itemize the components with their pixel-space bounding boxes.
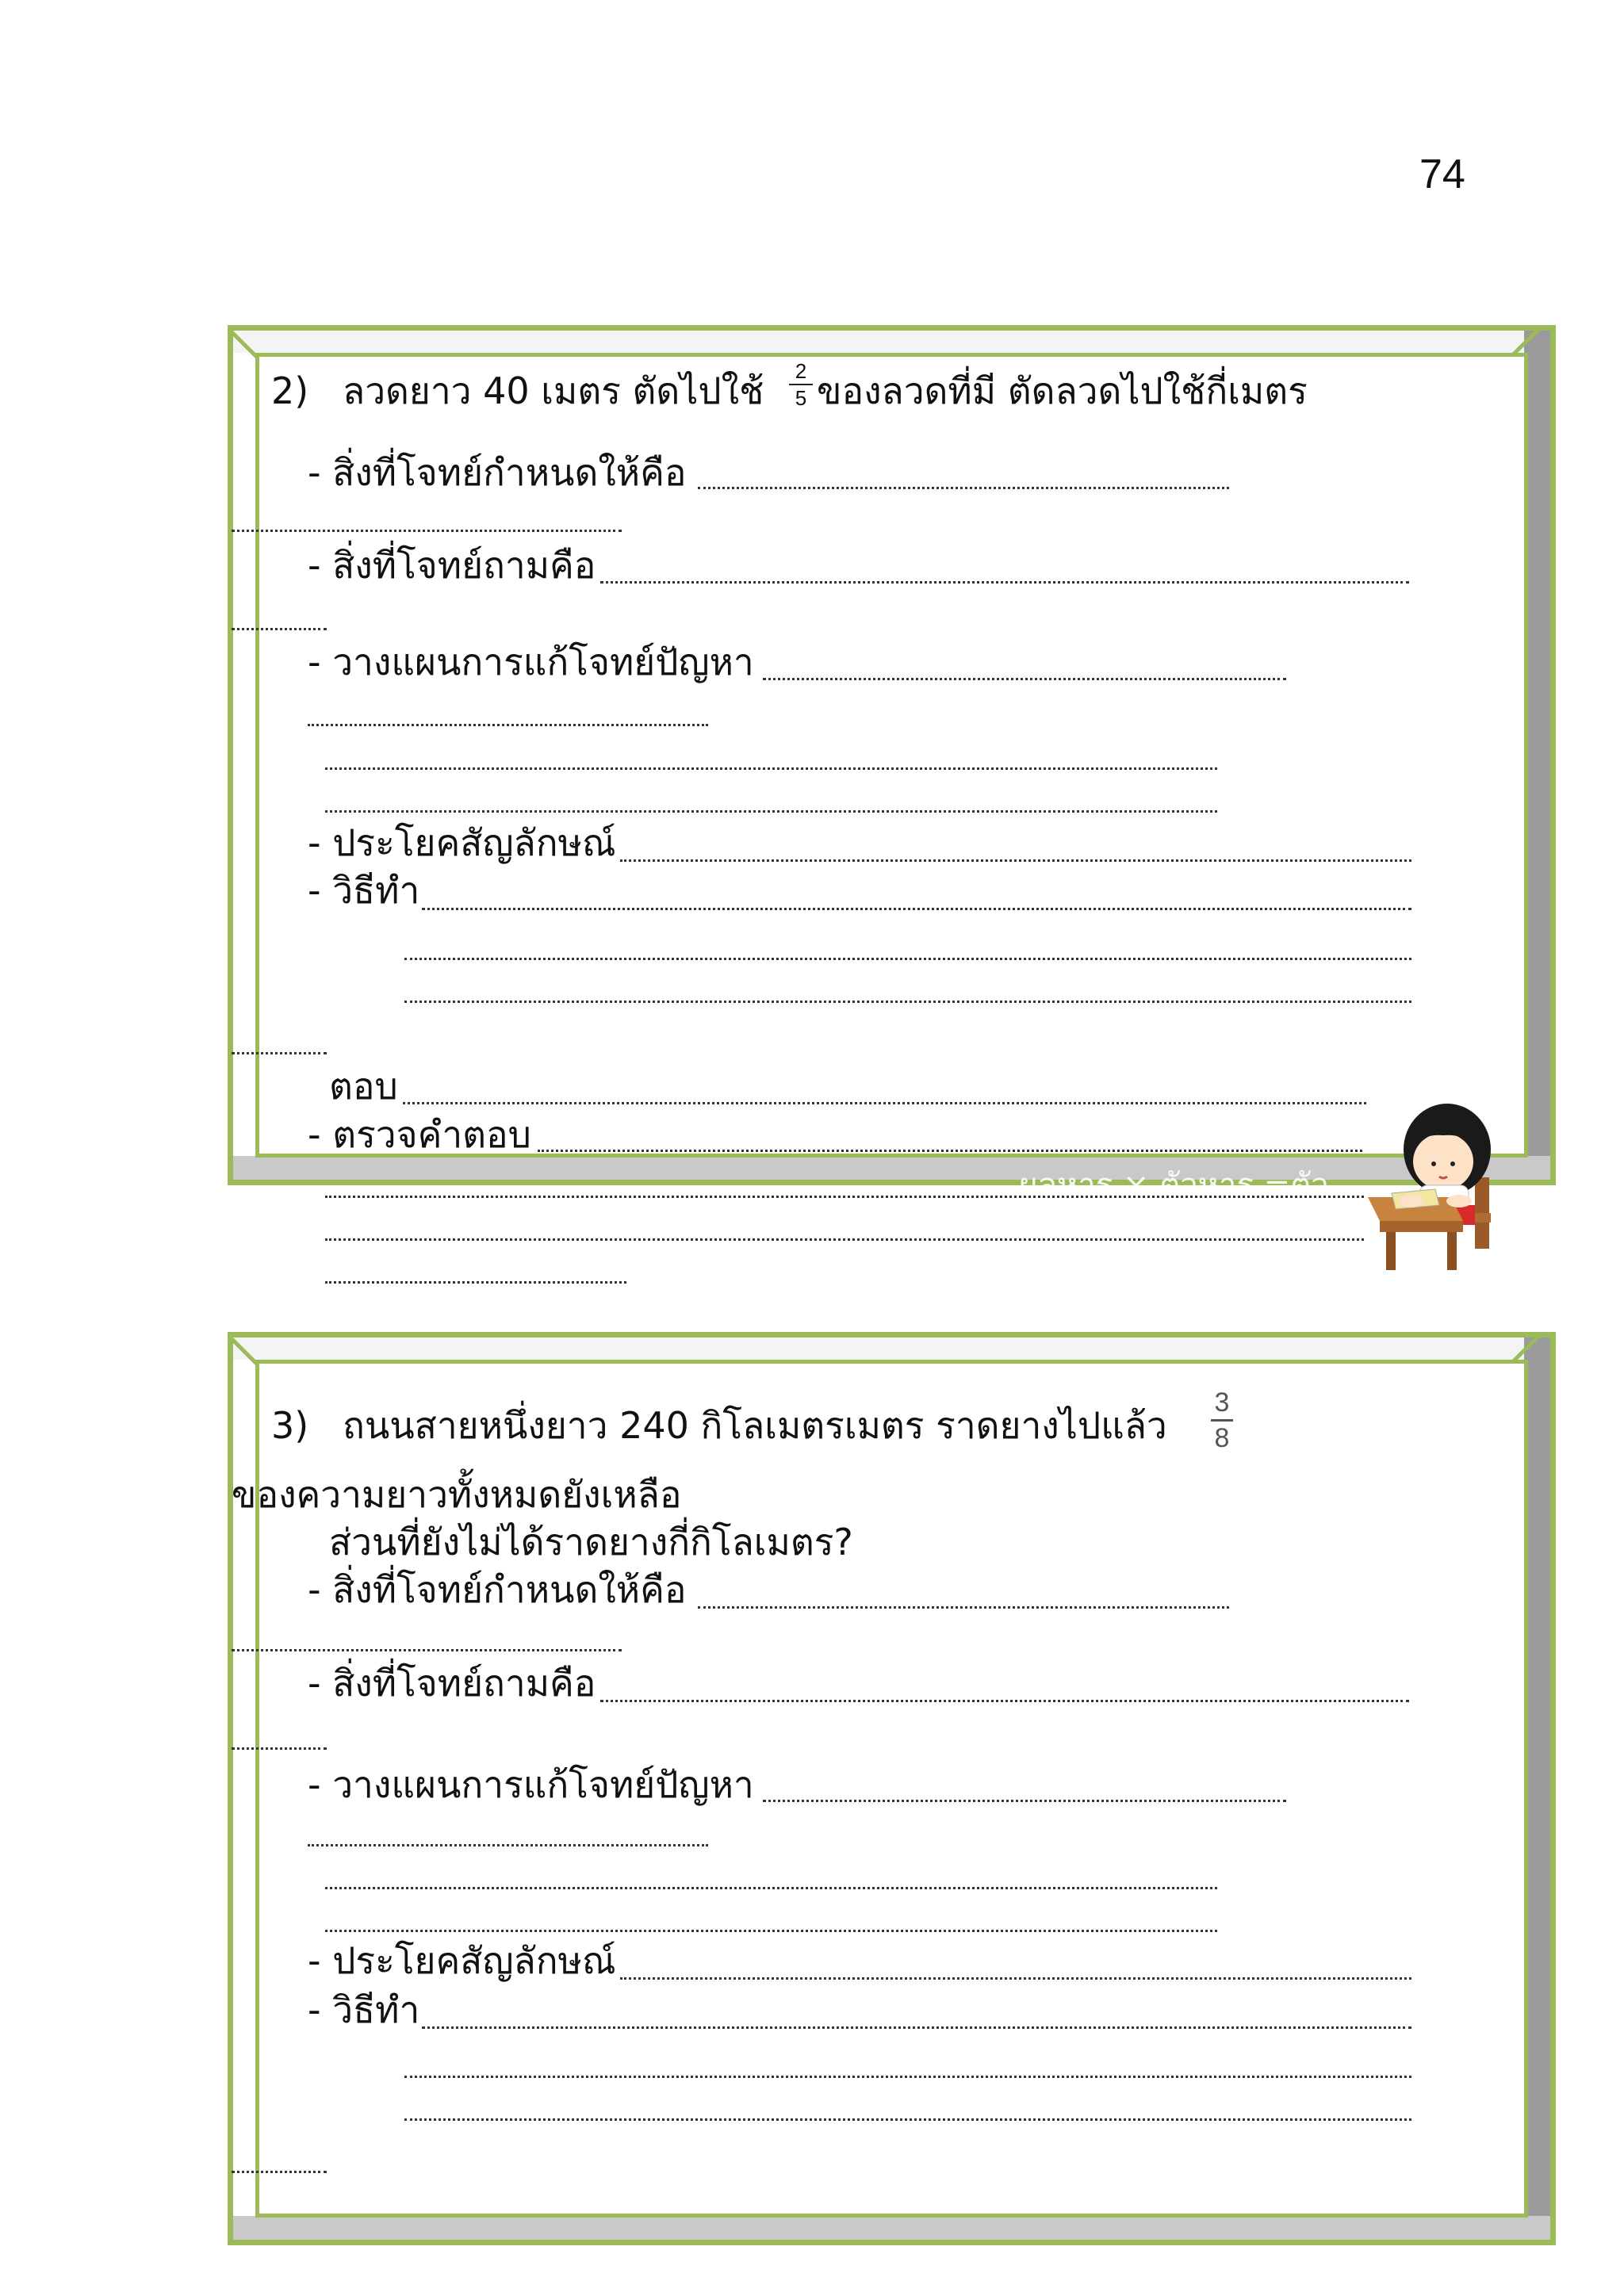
fraction-denominator: 5 — [795, 386, 807, 410]
problem-2-question-end: ของลวดที่มี ตัดลวดไปใช้กี่เมตร — [817, 369, 1308, 412]
check-answer-line[interactable] — [538, 1150, 1362, 1152]
plan-answer-line-3[interactable] — [325, 1887, 1217, 1889]
method-answer-line-4[interactable] — [232, 2171, 327, 2173]
sentence-label: - ประโยคสัญลักษณ์ — [308, 821, 616, 864]
plan-answer-line-2[interactable] — [308, 724, 708, 726]
method-answer-line-3[interactable] — [404, 1001, 1411, 1003]
problem-3-question: ถนนสายหนึ่งยาว 240 กิโลเมตรเมตร ราดยางไปแล้ว — [343, 1404, 1167, 1447]
plan-answer-line-4[interactable] — [325, 810, 1217, 813]
asked-label: - สิ่งที่โจทย์ถามคือ — [308, 1662, 596, 1705]
sentence-label: - ประโยคสัญลักษณ์ — [308, 1939, 616, 1982]
method-answer-line-3[interactable] — [404, 2118, 1411, 2121]
check-answer-line-4[interactable] — [325, 1281, 626, 1284]
asked-answer-line[interactable] — [600, 581, 1409, 584]
given-answer-line[interactable] — [698, 1606, 1229, 1609]
fraction-numerator: 3 — [1214, 1387, 1230, 1418]
given-label: - สิ่งที่โจทย์กำหนดให้คือ — [308, 451, 687, 494]
girl-reading-at-desk-icon — [1364, 1094, 1507, 1276]
answer-line[interactable] — [403, 1102, 1366, 1104]
asked-answer-line[interactable] — [600, 1700, 1409, 1702]
problem-3-question-line-3: ส่วนที่ยังไม่ได้ราดยางกี่กิโลเมตร? — [329, 1521, 853, 1563]
check-answer-line-2[interactable] — [325, 1196, 1364, 1198]
problem-2-number: 2) — [271, 369, 309, 412]
asked-label: - สิ่งที่โจทย์ถามคือ — [308, 544, 596, 587]
fraction-2-5 — [789, 361, 813, 408]
fraction-3-8 — [1211, 1389, 1233, 1452]
asked-answer-line-2[interactable] — [232, 628, 327, 630]
given-answer-line-2[interactable] — [232, 1649, 622, 1651]
given-answer-line[interactable] — [698, 487, 1229, 489]
answer-label: ตอบ — [329, 1065, 398, 1108]
fraction-numerator: 2 — [795, 359, 807, 383]
watermark-text: ผลหาร × ตัวหาร =ตัว — [1019, 1167, 1329, 1203]
method-label: - วิธีทำ — [308, 1988, 420, 2031]
plan-answer-line-3[interactable] — [325, 767, 1217, 770]
method-answer-line-2[interactable] — [404, 2076, 1411, 2078]
sentence-answer-line[interactable] — [620, 1977, 1411, 1980]
plan-answer-line-4[interactable] — [325, 1930, 1217, 1932]
plan-label: - วางแผนการแก้โจทย์ปัญหา — [308, 641, 754, 683]
asked-answer-line-2[interactable] — [232, 1747, 327, 1750]
plan-answer-line[interactable] — [763, 1800, 1286, 1802]
plan-label: - วางแผนการแก้โจทย์ปัญหา — [308, 1763, 754, 1806]
plan-answer-line-2[interactable] — [308, 1844, 708, 1846]
plan-answer-line[interactable] — [763, 678, 1286, 680]
problem-3-number: 3) — [271, 1404, 309, 1447]
given-answer-line-2[interactable] — [232, 530, 622, 532]
method-answer-line-2[interactable] — [404, 958, 1411, 960]
method-label: - วิธีทำ — [308, 869, 420, 912]
check-answer-line-3[interactable] — [325, 1238, 1364, 1241]
given-label: - สิ่งที่โจทย์กำหนดให้คือ — [308, 1568, 687, 1611]
fraction-denominator: 8 — [1214, 1423, 1230, 1453]
method-answer-line[interactable] — [422, 908, 1411, 910]
method-answer-line-4[interactable] — [232, 1052, 327, 1054]
page-number: 74 — [1419, 151, 1465, 197]
method-answer-line[interactable] — [422, 2026, 1411, 2029]
check-label: - ตรวจคำตอบ — [308, 1113, 531, 1156]
problem-3-question-line-2: ของความยาวทั้งหมดยังเหลือ — [232, 1473, 682, 1516]
sentence-answer-line[interactable] — [620, 859, 1411, 862]
problem-2-question: ลวดยาว 40 เมตร ตัดไปใช้ — [343, 369, 764, 412]
